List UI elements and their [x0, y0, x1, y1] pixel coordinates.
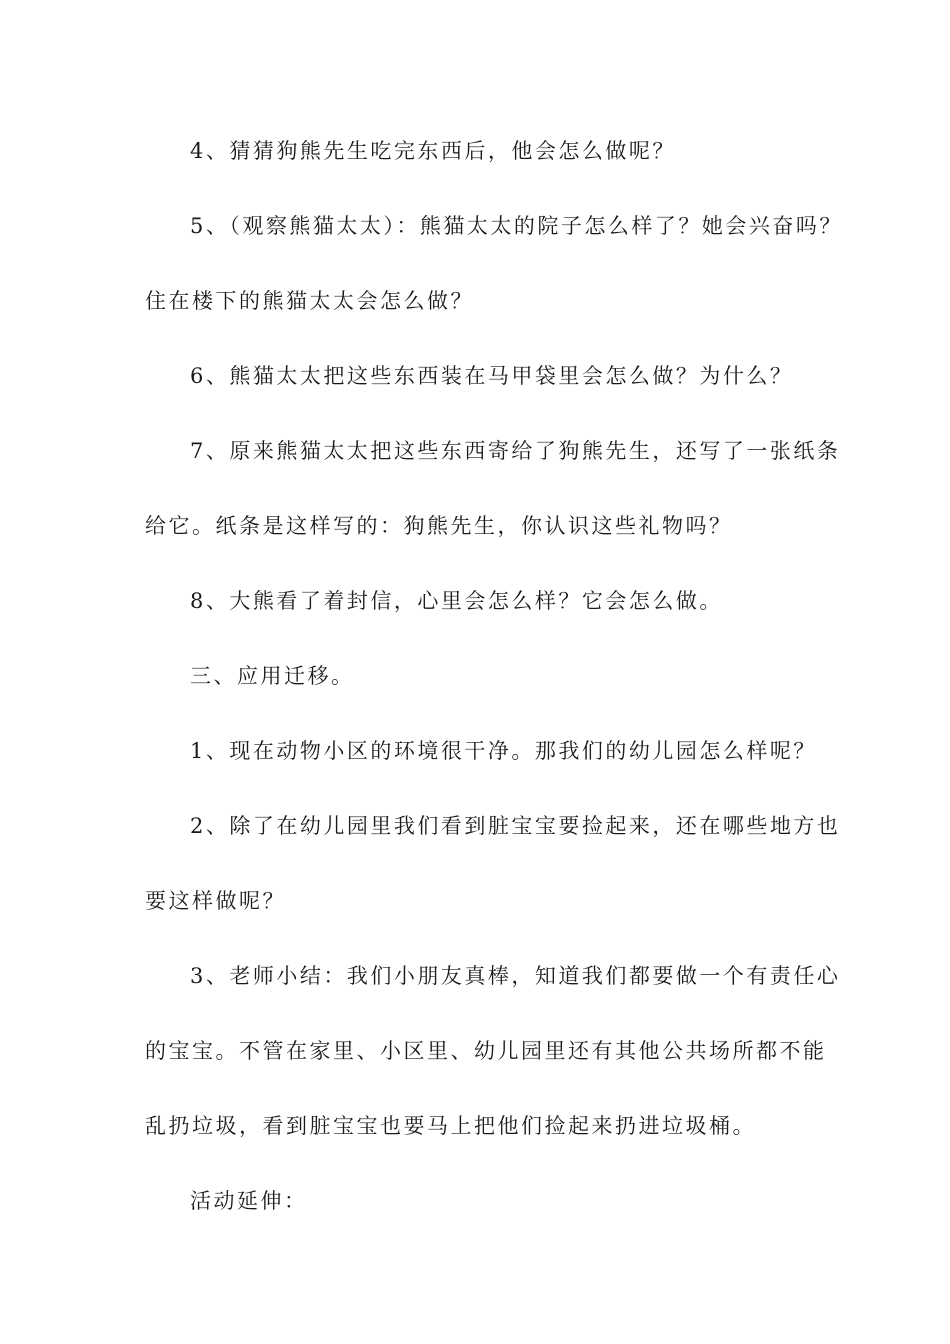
paragraph-line-q5-cont: 住在楼下的熊猫太太会怎么做？ — [145, 289, 474, 313]
paragraph-line-q4: 4、猜猜狗熊先生吃完东西后，他会怎么做呢？ — [190, 139, 676, 163]
section-heading-apply: 三、应用迁移。 — [190, 664, 355, 688]
paragraph-line-a3-cont1: 的宝宝。不管在家里、小区里、幼儿园里还有其他公共场所都不能 — [145, 1039, 827, 1063]
paragraph-line-q8: 8、大熊看了着封信，心里会怎么样？它会怎么做。 — [190, 589, 723, 613]
paragraph-line-q5: 5、（观察熊猫太太）：熊猫太太的院子怎么样了？她会兴奋吗？ — [190, 214, 843, 238]
paragraph-line-a1: 1、现在动物小区的环境很干净。那我们的幼儿园怎么样呢？ — [190, 739, 817, 763]
section-heading-extension: 活动延伸： — [190, 1189, 308, 1213]
paragraph-line-q7-cont: 给它。纸条是这样写的：狗熊先生，你认识这些礼物吗？ — [145, 514, 733, 538]
paragraph-line-a2: 2、除了在幼儿园里我们看到脏宝宝要捡起来，还在哪些地方也 — [190, 814, 841, 838]
paragraph-line-a2-cont: 要这样做呢？ — [145, 889, 286, 913]
paragraph-line-q7: 7、原来熊猫太太把这些东西寄给了狗熊先生，还写了一张纸条 — [190, 439, 841, 463]
paragraph-line-a3: 3、老师小结：我们小朋友真棒，知道我们都要做一个有责任心 — [190, 964, 841, 988]
paragraph-line-a3-cont2: 乱扔垃圾，看到脏宝宝也要马上把他们捡起来扔进垃圾桶。 — [145, 1114, 756, 1138]
paragraph-line-q6: 6、熊猫太太把这些东西装在马甲袋里会怎么做？为什么？ — [190, 364, 794, 388]
